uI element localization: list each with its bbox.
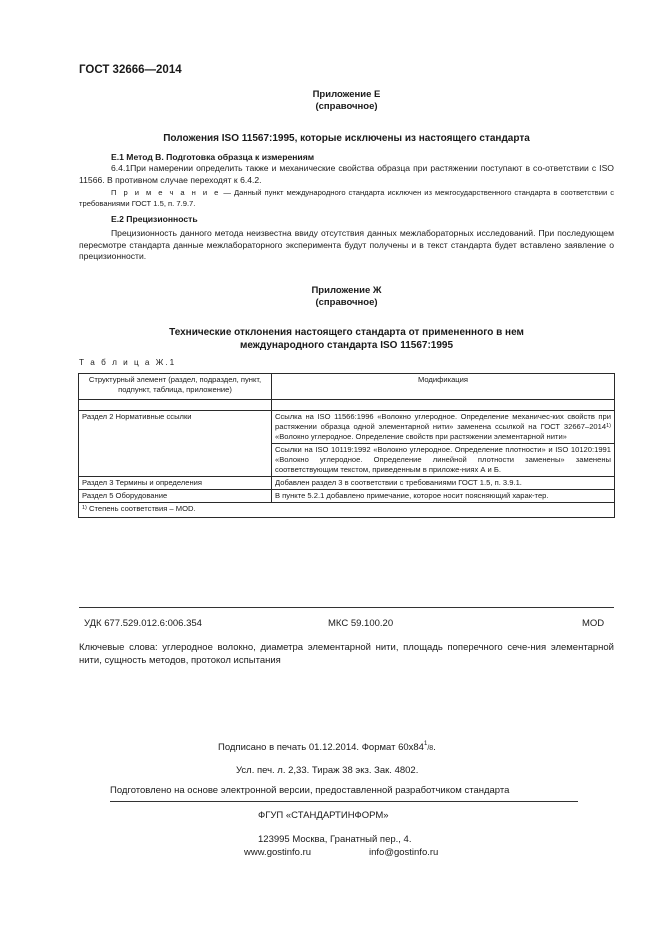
footnote-mark: 1): [82, 505, 87, 511]
e2-heading: Е.2 Прецизионность: [111, 214, 198, 224]
deviations-table: [78, 373, 615, 518]
col2-header: Модификация: [272, 374, 615, 400]
row1-modification-a: [272, 411, 615, 444]
annex-e-title: Приложение Е: [312, 89, 381, 100]
annex-zh-heading-line2: международного стандарта ISO 11567:1995: [239, 340, 454, 351]
table-row: [79, 477, 615, 490]
e1-note: [79, 188, 614, 209]
imprint-rule: [110, 801, 578, 802]
annex-zh-subtitle: (справочное): [315, 297, 378, 308]
document-code: ГОСТ 32666—2014: [79, 64, 182, 76]
imprint-prepared: Подготовлено на основе электронной версии, предоставленной разработчиком стандарта: [110, 785, 510, 796]
table-footnote-row: [79, 503, 615, 518]
publisher-address: 123995 Москва, Гранатный пер., 4.: [258, 834, 412, 845]
row1-modification-b: Ссылки на ISO 10119:1992 «Волокно углеродное. Определение плотности» и ISO 10120:1991 «Волокно углеродное. Определение линейной плотности заменены» заменены соответствующим текстом, приведенным в приложе-ниях А и Б.: [272, 444, 615, 477]
row2-modification: Добавлен раздел 3 в соответствии с требованиями ГОСТ 1.5, п. 3.9.1.: [272, 477, 615, 490]
table-spacer-row: [79, 400, 615, 411]
row2-element: Раздел 3 Термины и определения: [79, 477, 272, 490]
table-row: [79, 490, 615, 503]
signed-text: Подписано в печать 01.12.2014. Формат 60x84: [218, 742, 424, 753]
note-label: П р и м е ч а н и е: [111, 188, 221, 197]
publisher-name: ФГУП «СТАНДАРТИНФОРМ»: [258, 810, 389, 821]
row1-element: Раздел 2 Нормативные ссылки: [79, 411, 272, 477]
table-row: [79, 411, 615, 444]
table-footnote: [79, 503, 615, 518]
table-header-row: [79, 374, 615, 400]
publisher-website[interactable]: www.gostinfo.ru: [244, 847, 312, 858]
footer-rule: [79, 607, 614, 608]
keywords: Ключевые слова: углеродное волокно, диаметра элементарной нити, площадь поперечного сече-ния элементарной нити, сущность методов, протокол испытания: [79, 642, 614, 666]
annex-zh-title: Приложение Ж: [311, 285, 382, 296]
spacer-cell: [272, 400, 615, 411]
imprint-signed: [218, 742, 436, 753]
footnote-ref: 1): [606, 423, 611, 429]
note-text: — Данный пункт международного стандарта исключен из межгосударственного стандарта в соответствии с требованиями ГОСТ 1.5, п. 7.9.7.: [79, 188, 615, 208]
row1-mod-a-text2: «Волокно углеродное. Определение свойств при растяжении элементарной нити»: [275, 432, 567, 441]
mks-code: МКС 59.100.20: [328, 618, 394, 629]
spacer-cell: [79, 400, 272, 411]
publisher-email[interactable]: info@gostinfo.ru: [369, 847, 439, 858]
col1-header: Структурный элемент (раздел, подраздел, пункт, подпункт, таблица, приложение): [79, 374, 272, 400]
mod-label: MOD: [582, 618, 605, 629]
table-caption-text: Т а б л и ц а Ж.1: [79, 358, 177, 367]
row3-modification: В пункте 5.2.1 добавлено примечание, которое носит поясняющий харак-тер.: [272, 490, 615, 503]
imprint-print-info: Усл. печ. л. 2,33. Тираж 38 экз. Зак. 4802.: [236, 765, 419, 776]
format-end: .: [433, 742, 436, 753]
row1-mod-a-text1: Ссылка на ISO 11566:1996 «Волокно углеродное. Определение механичес-ких свойств при растяжении образца одной элементарной нити» заменена ссылкой на ГОСТ 32667–2014: [275, 412, 611, 431]
annex-zh-heading-line1: Технические отклонения настоящего стандарта от примененного в нем: [169, 327, 524, 338]
udk-code: УДК 677.529.012.6:006.354: [84, 618, 202, 629]
format-sub: /8: [427, 745, 434, 752]
annex-e-subtitle: (справочное): [315, 101, 378, 112]
table-caption: [79, 358, 176, 367]
e1-paragraph: 6.4.1При намерении определить также и механические свойства образца при растяжении поступают в со-ответствии с ISO 11566. В противном случае переходят к 6.4.2.: [79, 163, 614, 185]
footnote-text: Степень соответствия – MOD.: [86, 504, 196, 513]
format-sup: 1: [423, 741, 428, 747]
e2-paragraph: Прецизионность данного метода неизвестна ввиду отсутствия данных межлабораторных исследований. При последующем пересмотре стандарта данные межлабораторного эксперимента будут получены и в текст стандарта будет вставлено заявление о прецизионности.: [79, 228, 614, 261]
row3-element: Раздел 5 Оборудование: [79, 490, 272, 503]
e1-heading: Е.1 Метод В. Подготовка образца к измерениям: [111, 152, 315, 162]
annex-e-heading: Положения ISO 11567:1995, которые исключены из настоящего стандарта: [163, 133, 530, 144]
